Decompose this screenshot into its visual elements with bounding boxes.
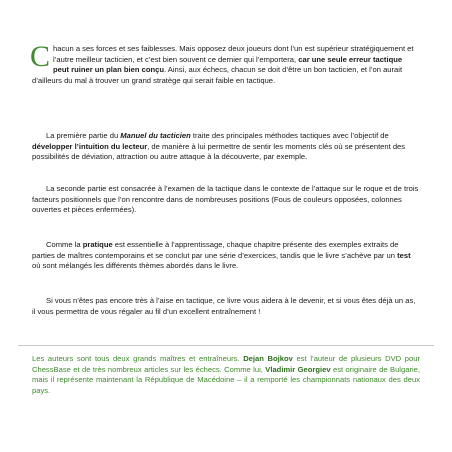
text-run: La première partie du xyxy=(46,131,121,140)
paragraph-intro xyxy=(30,40,420,86)
paragraph-conclusion xyxy=(32,296,420,317)
text-run: La seconde partie est consacrée à l’examen de la tactique dans le contexte de l’attaque sur le roque et de trois facteurs positionnels que l’on rencontre dans de nombreuses positions (Fous de couleurs opposées, colonnes ouvertes et pièces enfermées). xyxy=(32,184,419,215)
author-name: Dejan Bojkov xyxy=(243,354,293,363)
author-name: Vladimir Georgiev xyxy=(265,364,331,374)
text-run: où sont mélangés les différents thèmes abordés dans le livre. xyxy=(32,261,239,271)
drop-cap-letter: C xyxy=(30,40,51,73)
text-run: est l’auteur de plusieurs DVD pour ChessBase et de très nombreux articles sur les échecs. Comme lui, xyxy=(32,354,420,374)
section-divider xyxy=(18,345,434,346)
text-run: Si vous n’êtes pas encore très à l’aise en tactique, ce livre vous aidera à le devenir, et si vous êtes déjà un as, il vous permettra de vous régaler au fil d’un excellent entraînement ! xyxy=(32,296,416,316)
text-run: est essentielle à l’apprentissage, chaque chapitre présente des exemples extraits de parties de maîtres contemporains et se conclut par une série d’exercices, tandis que le livre s’achève par un xyxy=(32,240,399,260)
book-title: Manuel du tacticien xyxy=(120,131,191,140)
authors-bio xyxy=(32,354,420,396)
emphasis-text: pratique xyxy=(82,240,113,249)
paragraph-first-part xyxy=(32,131,420,163)
text-run: hacun a ses forces et ses faiblesses. Mais opposez deux joueurs dont l’un est supérieur stratégiquement et l’autre meilleur tacticien, et c’est bien souvent ce dernier qui l’emportera, xyxy=(53,44,414,64)
text-run: Comme la xyxy=(46,240,83,249)
text-run: Les auteurs sont tous deux grands maîtres et entraîneurs. xyxy=(32,354,244,363)
text-run: traite des principales méthodes tactiques avec l’objectif de xyxy=(190,131,389,140)
paragraph-practice xyxy=(32,240,420,272)
paragraph-second-part xyxy=(32,184,420,216)
text-run: , de manière à lui permettre de sentir les moments clés où se présentent des possibilités de déviation, attraction ou autre attaque à la découverte, par exemple. xyxy=(32,141,406,162)
text-run: . Ainsi, aux échecs, chacun se doit d’être un bon tacticien, et l’on aurait d’ailleurs du mal à trouver un grand stratège qui serait faible en tactique. xyxy=(32,65,403,85)
emphasis-text: test xyxy=(397,250,411,260)
emphasis-text: car une seule erreur tactique peut ruiner un plan bien conçu xyxy=(53,54,403,75)
emphasis-text: développer l’intuition du lecteur xyxy=(32,141,148,151)
text-run: est originaire de Bulgarie, mais il représente maintenant la République de Macédoine – il a remporté les championnats nationaux des deux pays. xyxy=(32,364,420,395)
